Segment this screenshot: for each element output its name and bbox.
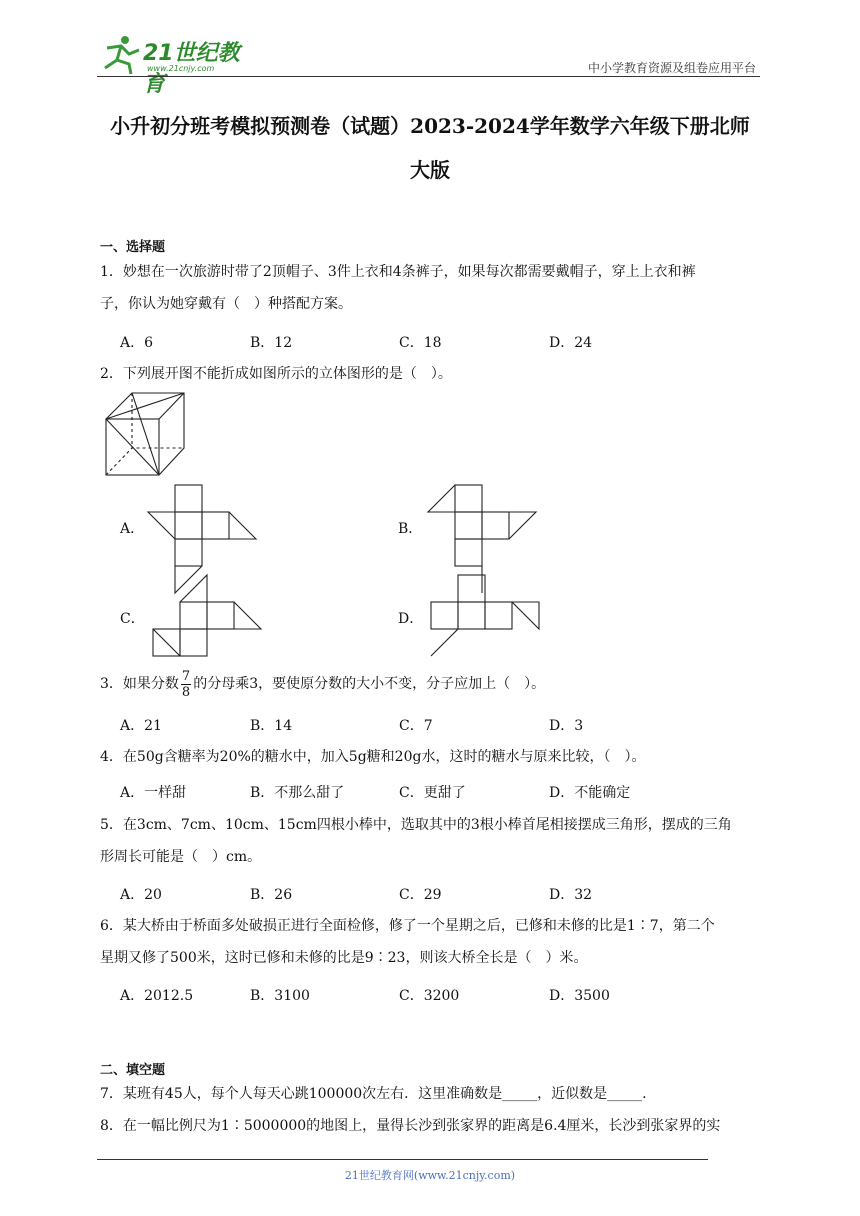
net-c-label: C． (120, 611, 145, 627)
question-5 (100, 809, 770, 873)
fraction-denominator: 8 (181, 684, 191, 700)
option-c: C．更甜了 (399, 785, 466, 801)
option-d: D．3500 (549, 988, 610, 1004)
question-1-line2: 子，你认为她穿戴有（ ）种搭配方案。 (100, 296, 352, 312)
question-7-text: 7．某班有45人，每个人每天心跳100000次左右．这里准确数是_____，近似数是_____. (100, 1086, 647, 1102)
question-5-line1: 5．在3cm、7cm、10cm、15cm四根小棒中，选取其中的3根小棒首尾相接摆成三角形，摆成的三角 (100, 817, 732, 833)
option-c: C．7 (399, 718, 433, 734)
net-a-label: A． (120, 521, 145, 537)
option-d: D．32 (549, 887, 593, 903)
logo-text: 21世纪教育 (143, 41, 240, 97)
option-c: C．29 (399, 887, 442, 903)
platform-name: 中小学教育资源及组卷应用平台 (587, 61, 756, 75)
option-a: A．一样甜 (120, 785, 187, 801)
fraction-7-8 (181, 669, 191, 700)
question-3-before: 3．如果分数 (100, 676, 179, 692)
question-1-line1: 1．妙想在一次旅游时带了2顶帽子、3件上衣和4条裤子，如果每次都需要戴帽子，穿上上衣和裤 (100, 264, 696, 280)
question-3 (100, 668, 770, 700)
option-c: C．3200 (399, 988, 460, 1004)
net-d-label: D． (398, 611, 424, 627)
section-choice-heading: 一、选择题 (100, 240, 166, 255)
net-b-label: B． (398, 521, 423, 537)
question-2-text: 2．下列展开图不能折成如图所示的立体图形的是（ ）。 (100, 366, 452, 382)
footer-divider (97, 1159, 708, 1160)
footer-link[interactable]: 21世纪教育网(www.21cnjy.com) (344, 1169, 516, 1182)
option-a: A．2012.5 (120, 988, 194, 1004)
question-5-line2: 形周长可能是（ ）cm。 (100, 849, 262, 865)
option-c: C．18 (399, 335, 442, 351)
section-fill-heading: 二、填空题 (100, 1063, 166, 1078)
option-a: A．21 (120, 718, 162, 734)
question-3-after: 的分母乘3，要使原分数的大小不变，分子应加上（ ）。 (193, 676, 546, 692)
option-b: B．12 (250, 335, 293, 351)
question-6-line2: 星期又修了500米，这时已修和未修的比是9∶23，则该大桥全长是（ ）米。 (100, 950, 588, 966)
option-d: D．不能确定 (549, 785, 631, 801)
logo-url: www.21cnjy.com (147, 64, 215, 73)
option-b: B．3100 (250, 988, 310, 1004)
fraction-numerator: 7 (181, 668, 191, 684)
option-a: A．20 (120, 887, 162, 903)
question-6 (100, 910, 770, 974)
question-4-text: 4．在50g含糖率为20%的糖水中，加入5g糖和20g水，这时的糖水与原来比较，（ ）。 (100, 749, 646, 765)
option-b: B．14 (250, 718, 293, 734)
option-d: D．24 (549, 335, 593, 351)
question-8-text: 8．在一幅比例尺为1∶5000000的地图上，量得长沙到张家界的距离是6.4厘米，长沙到张家界的实 (100, 1118, 721, 1134)
page-title-line2: 大版 (410, 158, 450, 182)
question-6-line1: 6．某大桥由于桥面多处破损正进行全面检修，修了一个星期之后，已修和未修的比是1∶7，第二个 (100, 918, 715, 934)
option-b: B．26 (250, 887, 293, 903)
page-title-line1: 小升初分班考模拟预测卷（试题）2023-2024学年数学六年级下册北师 (110, 114, 750, 138)
option-d: D．3 (549, 718, 584, 734)
option-b: B．不那么甜了 (250, 785, 345, 801)
option-a: A．6 (120, 335, 154, 351)
